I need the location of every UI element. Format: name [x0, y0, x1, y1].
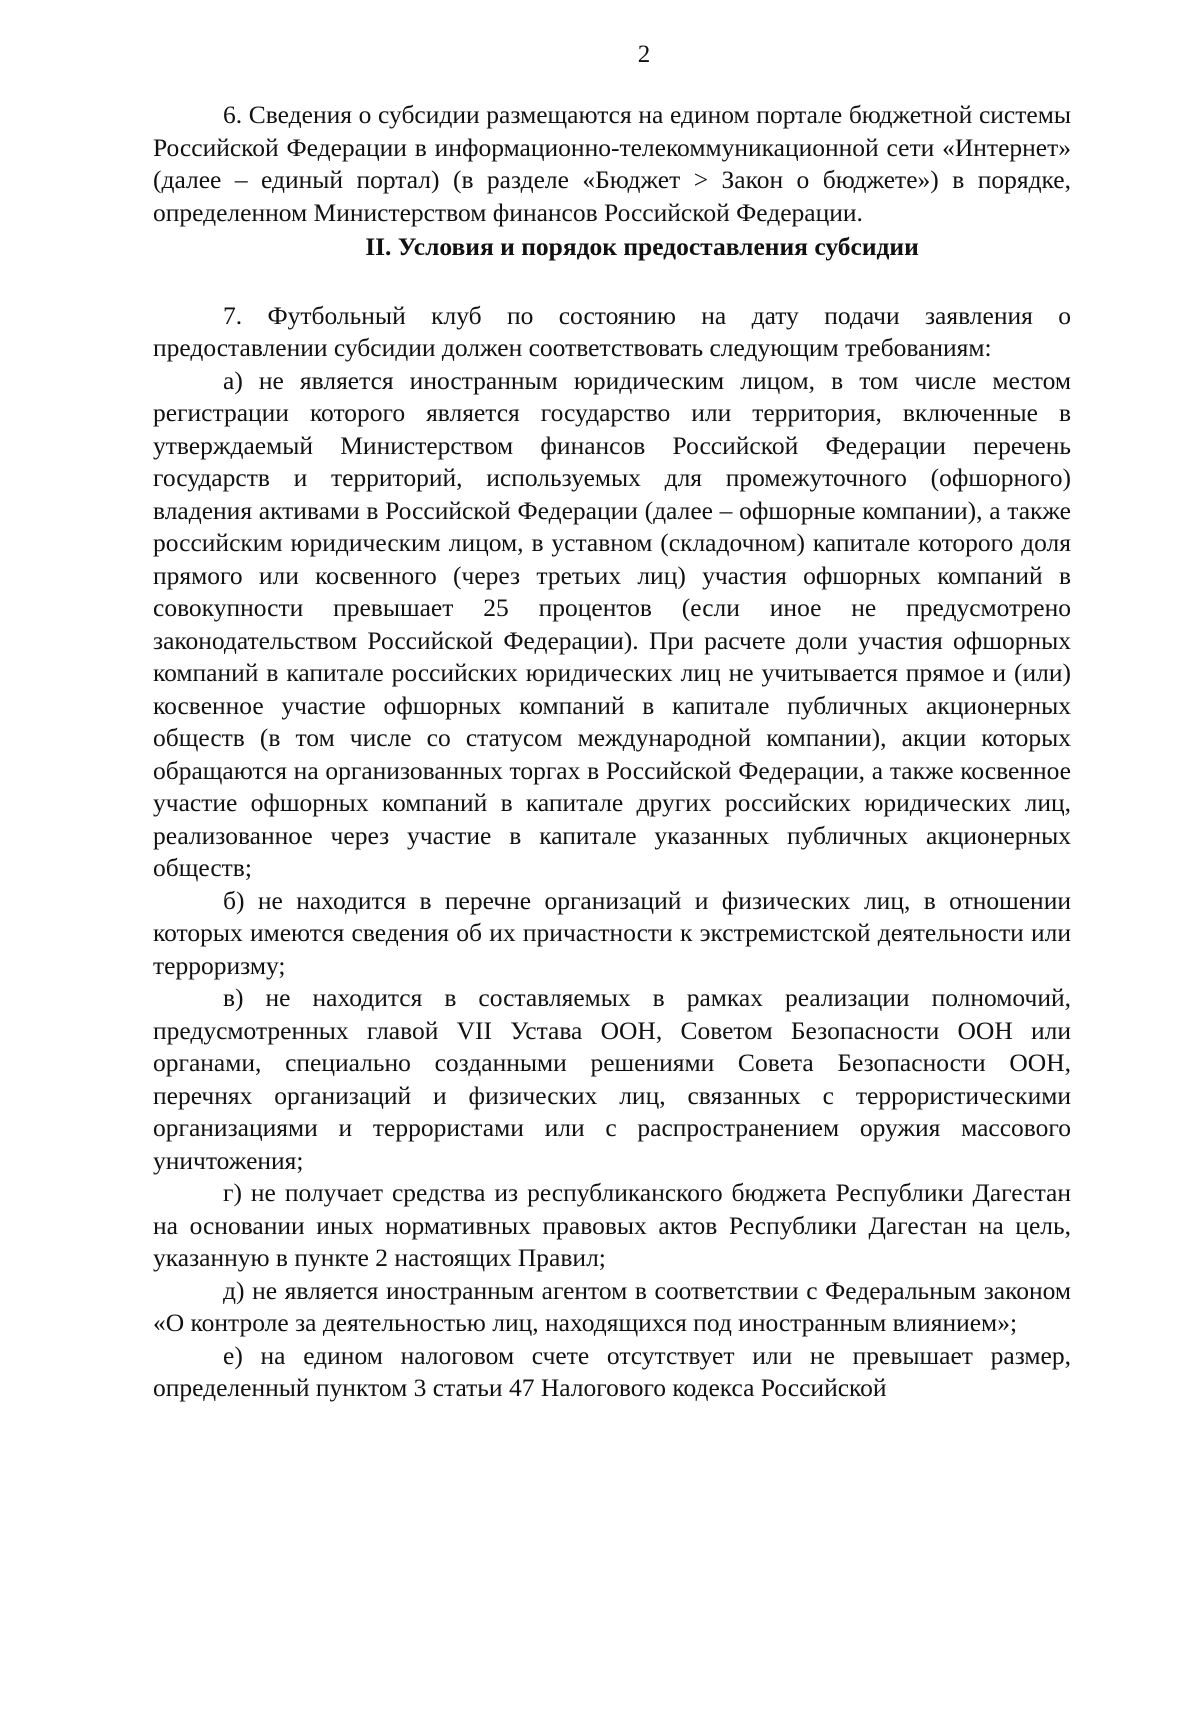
list-item-b: б) не находится в перечне организаций и физических лиц, в отношении которых имеются сведения об их причастности к экстремистской деятельности или терроризму; [153, 885, 1071, 980]
section-heading: II. Условия и порядок предоставления субсидии [365, 232, 919, 261]
paragraph-7: 7. Футбольный клуб по состоянию на дату подачи заявления о предоставлении субсидии должен соответствовать следующим требованиям: [153, 300, 1071, 362]
list-item-e: е) на едином налоговом счете отсутствует или не превышает размер, определенный пунктом 3 статьи 47 Налогового кодекса Российской [153, 1340, 1071, 1402]
list-item-d: д) не является иностранным агентом в соответствии с Федеральным законом «О контроле за деятельностью лиц, находящихся под иностранным влиянием»; [153, 1275, 1071, 1337]
page-number: 2 [637, 41, 651, 68]
paragraph-6: 6. Сведения о субсидии размещаются на едином портале бюджетной системы Российской Федерации в информационно-телекоммуникационной сети «Интернет» (далее – единый портал) (в разделе «Бюджет > Закон о бюджете») в порядке, определенном Министерством финансов Российской Федерации. [153, 100, 1071, 227]
list-item-g: г) не получает средства из республиканского бюджета Республики Дагестан на основании иных нормативных правовых актов Республики Дагестан на цель, указанную в пункте 2 настоящих Правил; [153, 1178, 1071, 1272]
list-item-a: а) не является иностранным юридическим лицом, в том числе местом регистрации которого является государство или территория, включенные в утверждаемый Министерством финансов Российской Федерации перечень государств и территорий, используемых для промежуточного (офшорного) владения активами в Российской Федерации (далее – офшорные компании), а также российским юридическим лицом, в уставном (складочном) капитале которого доля прямого или косвенного (через третьих лиц) участия офшорных компаний в совокупности превышает 25 процентов (если иное не предусмотрено законодательством Российской Федерации). При расчете доли участия офшорных компаний в капитале российских юридических лиц не учитывается прямое и (или) косвенное участие офшорных компаний в капитале публичных акционерных обществ (в том числе со статусом международной компании), акции которых обращаются на организованных торгах в Российской Федерации, а также косвенное участие офшорных компаний в капитале других российских юридических лиц, реализованное через участие в капитале указанных публичных акционерных обществ; [153, 365, 1071, 882]
list-item-v: в) не находится в составляемых в рамках реализации полномочий, предусмотренных главой VII Устава ООН, Советом Безопасности ООН или органами, специально созданными решениями Совета Безопасности ООН, перечнях организаций и физических лиц, связанных с террористическими организациями и террористами или с распространением оружия массового уничтожения; [153, 983, 1071, 1175]
document-body [153, 99, 1071, 1405]
